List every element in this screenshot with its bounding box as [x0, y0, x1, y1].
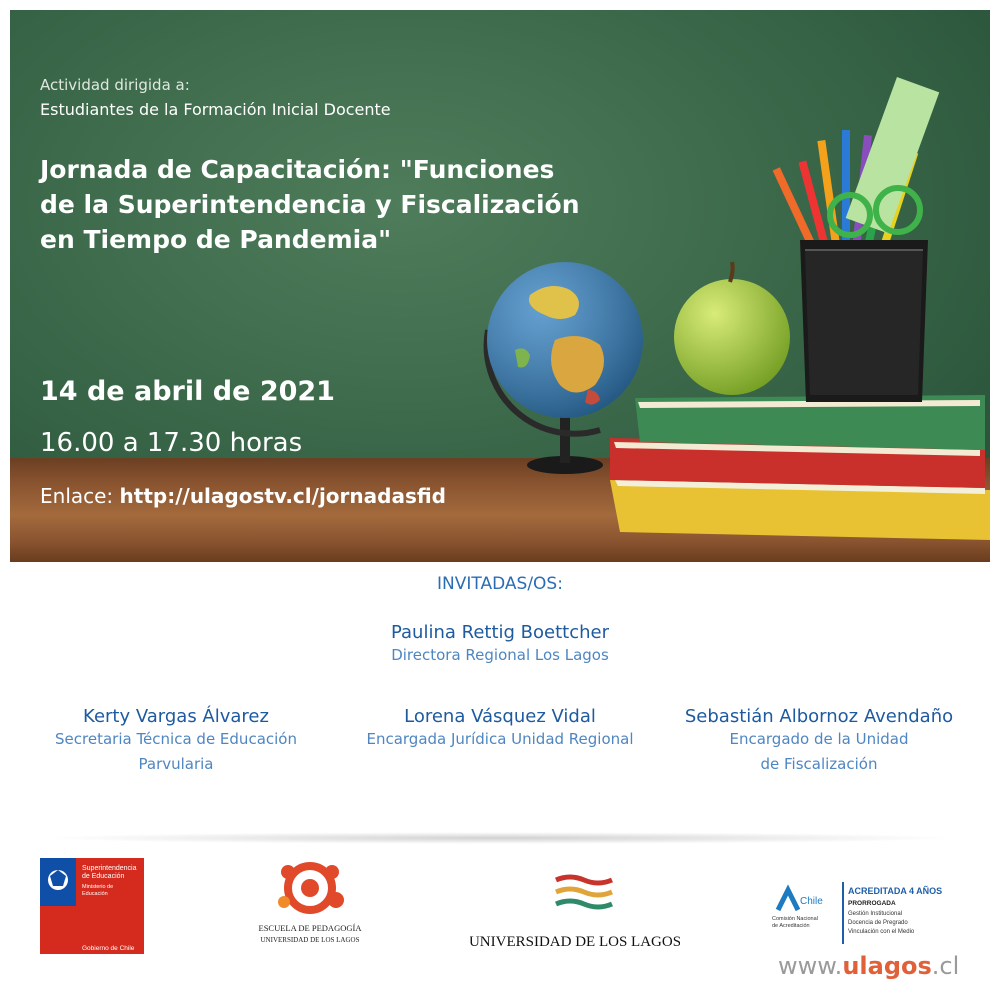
logo-text: Comisión Nacional: [772, 916, 818, 922]
gov-chile-logo: [40, 858, 144, 954]
guest-role: Encargado de la Unidad: [729, 730, 909, 748]
www-prefix: www.: [778, 952, 843, 980]
logo-text: de Educación: [82, 873, 125, 880]
guest-card: [26, 706, 326, 777]
guest-name: Lorena Vásquez Vidal: [404, 706, 596, 727]
event-link[interactable]: http://ulagostv.cl/jornadasfid: [119, 484, 446, 508]
pedagogia-emblem-icon: [250, 858, 370, 950]
pencil-cup-icon: [773, 77, 940, 402]
event-title-line: Jornada de Capacitación: "Funciones: [40, 155, 555, 184]
logo-text: Gobierno de Chile: [82, 945, 135, 952]
logo-text: ESCUELA DE PEDAGOGÍA: [258, 923, 362, 933]
guest-card: [664, 706, 974, 777]
pedagogia-logo: [250, 858, 370, 950]
logo-text: Superintendencia: [82, 865, 137, 872]
guest-role: Directora Regional Los Lagos: [391, 646, 609, 664]
www-brand: ulagos: [842, 952, 932, 980]
books-stack: [610, 395, 990, 540]
ulagos-logo: [470, 870, 680, 952]
logo-text: ACREDITADA 4 AÑOS: [848, 886, 943, 896]
logo-text: Docencia de Pregrado: [848, 920, 908, 926]
audience-text: Estudiantes de la Formación Inicial Docente: [40, 100, 391, 119]
event-date: 14 de abril de 2021: [40, 376, 335, 407]
logo-text: Gestión Institucional: [848, 911, 903, 917]
guest-featured: [300, 622, 700, 668]
audience-label: Actividad dirigida a:: [40, 76, 190, 94]
cna-accreditation-logo: [770, 880, 960, 946]
superintendencia-logo: [40, 858, 144, 954]
guest-role: Encargada Jurídica Unidad Regional: [366, 730, 634, 748]
logo-text: UNIVERSIDAD DE LOS LAGOS: [470, 934, 680, 950]
guest-role: de Fiscalización: [760, 755, 878, 773]
event-link-row: [40, 484, 446, 508]
event-title-line: en Tiempo de Pandemia": [40, 225, 392, 254]
guests-heading: INVITADAS/OS:: [437, 574, 563, 594]
guest-role: Secretaria Técnica de Educación: [55, 730, 297, 748]
logo-text: Ministerio de: [82, 884, 114, 890]
event-hours: 16.00 a 17.30 horas: [40, 428, 303, 458]
cna-badge-icon: [770, 880, 960, 946]
guest-name: Kerty Vargas Álvarez: [83, 706, 269, 727]
guest-card: [340, 706, 660, 752]
ulagos-wave-icon: [470, 870, 680, 952]
section-divider: [40, 832, 960, 844]
apple-icon: [674, 262, 790, 395]
logo-text: de Acreditación: [772, 923, 810, 929]
event-title-line: de la Superintendencia y Fiscalización: [40, 190, 580, 219]
hero-banner: [10, 10, 990, 562]
guest-name: Sebastián Albornoz Avendaño: [684, 706, 954, 727]
website-link[interactable]: [778, 952, 959, 980]
link-label: Enlace:: [40, 484, 114, 508]
guest-role: Parvularia: [138, 755, 214, 773]
guest-name: Paulina Rettig Boettcher: [390, 622, 609, 643]
logo-text: UNIVERSIDAD DE LOS LAGOS: [260, 936, 360, 944]
event-title: [40, 152, 660, 257]
logo-text: PRORROGADA: [848, 900, 896, 907]
logo-text: Vinculación con el Medio: [848, 929, 915, 935]
logo-text: Educación: [82, 891, 108, 897]
logo-text: Chile: [800, 896, 823, 907]
www-suffix: .cl: [931, 952, 960, 980]
